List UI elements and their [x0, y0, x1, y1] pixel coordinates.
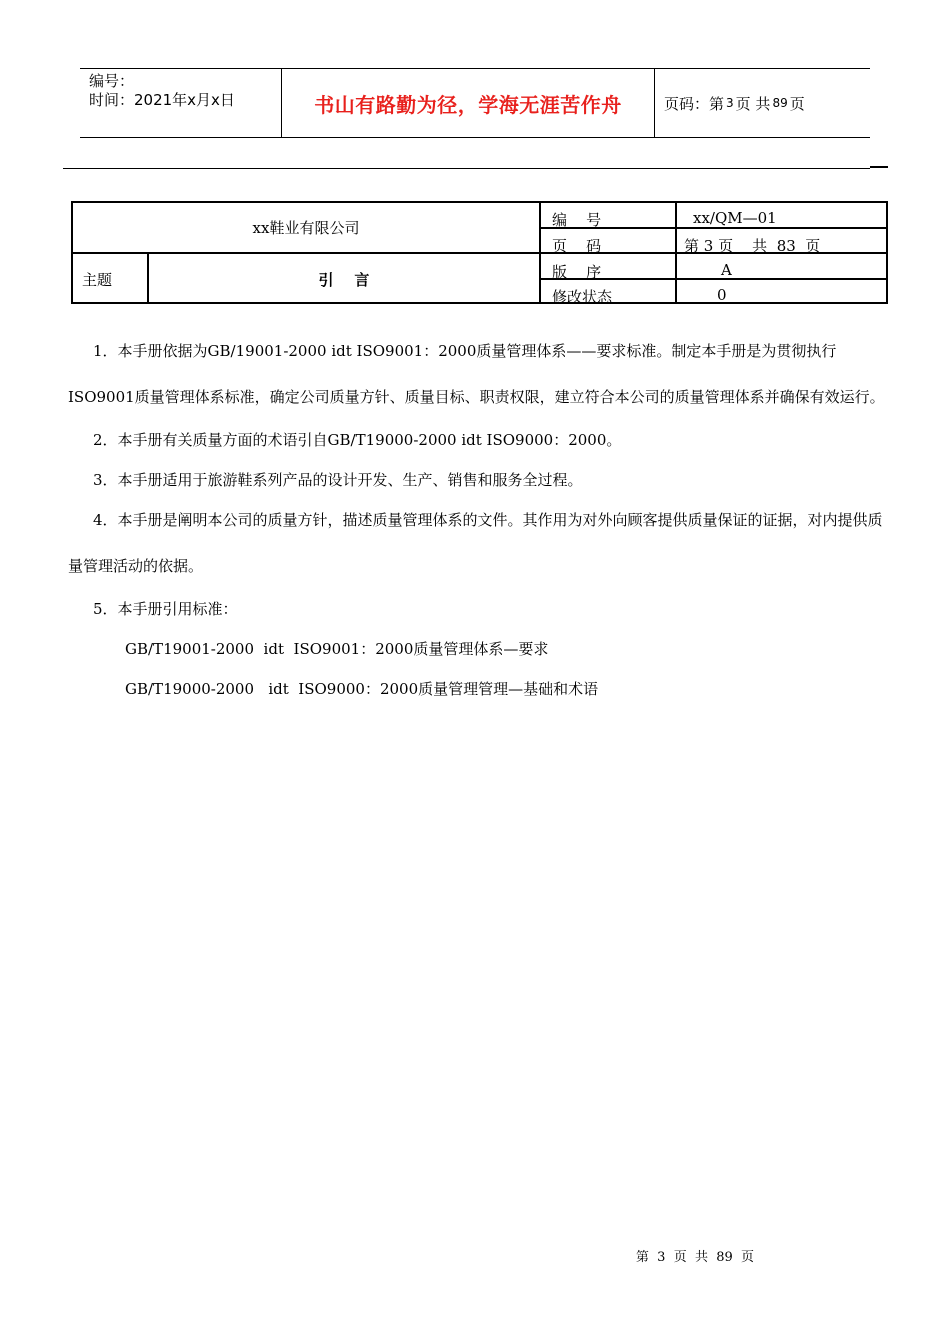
- code-value: xx/QM—01: [693, 209, 777, 227]
- header-page-total: 89: [772, 96, 788, 110]
- standard-item: GB/T19001-2000 idt ISO9001：2000质量管理体系—要求: [125, 640, 549, 658]
- edition-label: 版 序: [552, 263, 602, 281]
- header-rule: [63, 168, 870, 169]
- paragraph-1: 1．本手册依据为GB/19001-2000 idt ISO9001：2000质量管理体系——要求标准。制定本手册是为贯彻执行ISO9001质量管理体系标准，确定公司质量方针、质量目标、职责权限，建立符合本公司的质量管理体系并确保有效运行。: [68, 342, 885, 406]
- header-page-end: 页: [789, 94, 805, 113]
- company-name: xx鞋业有限公司: [252, 219, 360, 237]
- page-footer: 第 3 页 共 89 页: [635, 1250, 755, 1265]
- document-control-table: [71, 201, 888, 304]
- header-page-mid: 页 共: [735, 94, 771, 113]
- edition-value: A: [721, 261, 732, 279]
- motto: 书山有路勤为径，学海无涯苦作舟: [282, 69, 655, 137]
- code-label: 编 号: [552, 211, 602, 229]
- paragraph-4: 4．本手册是阐明本公司的质量方针，描述质量管理体系的文件。其作用为对外向顾客提供质量保证的证据，对内提供质量管理活动的依据。: [68, 511, 883, 575]
- header-page-number: 3: [726, 96, 734, 110]
- subject-label: 主题: [82, 271, 113, 289]
- introduction-body: [68, 333, 890, 709]
- page-value: 第 3 页 共 83 页: [684, 237, 821, 255]
- header-page-label: 页码：第: [664, 94, 725, 113]
- header-page-info: [655, 69, 870, 137]
- paragraph-2: 2．本手册有关质量方面的术语引自GB/T19000-2000 idt ISO9000：2000。: [93, 431, 622, 449]
- paragraph-5: 5．本手册引用标准：: [93, 600, 238, 618]
- header-meta: [80, 69, 282, 137]
- revision-label: 修改状态: [552, 288, 613, 306]
- number-label: 编号：: [89, 72, 135, 90]
- paragraph-3: 3．本手册适用于旅游鞋系列产品的设计开发、生产、销售和服务全过程。: [93, 471, 583, 489]
- revision-value: 0: [717, 286, 727, 304]
- standard-item: GB/T19000-2000 idt ISO9000：2000质量管理管理—基础和术语: [125, 680, 599, 698]
- page-label: 页 码: [552, 237, 602, 255]
- subject-value: 引 言: [318, 270, 370, 289]
- header-rule-mark: [870, 166, 888, 168]
- top-header: [80, 68, 870, 138]
- time-label: 时间：2021年x月x日: [89, 91, 235, 109]
